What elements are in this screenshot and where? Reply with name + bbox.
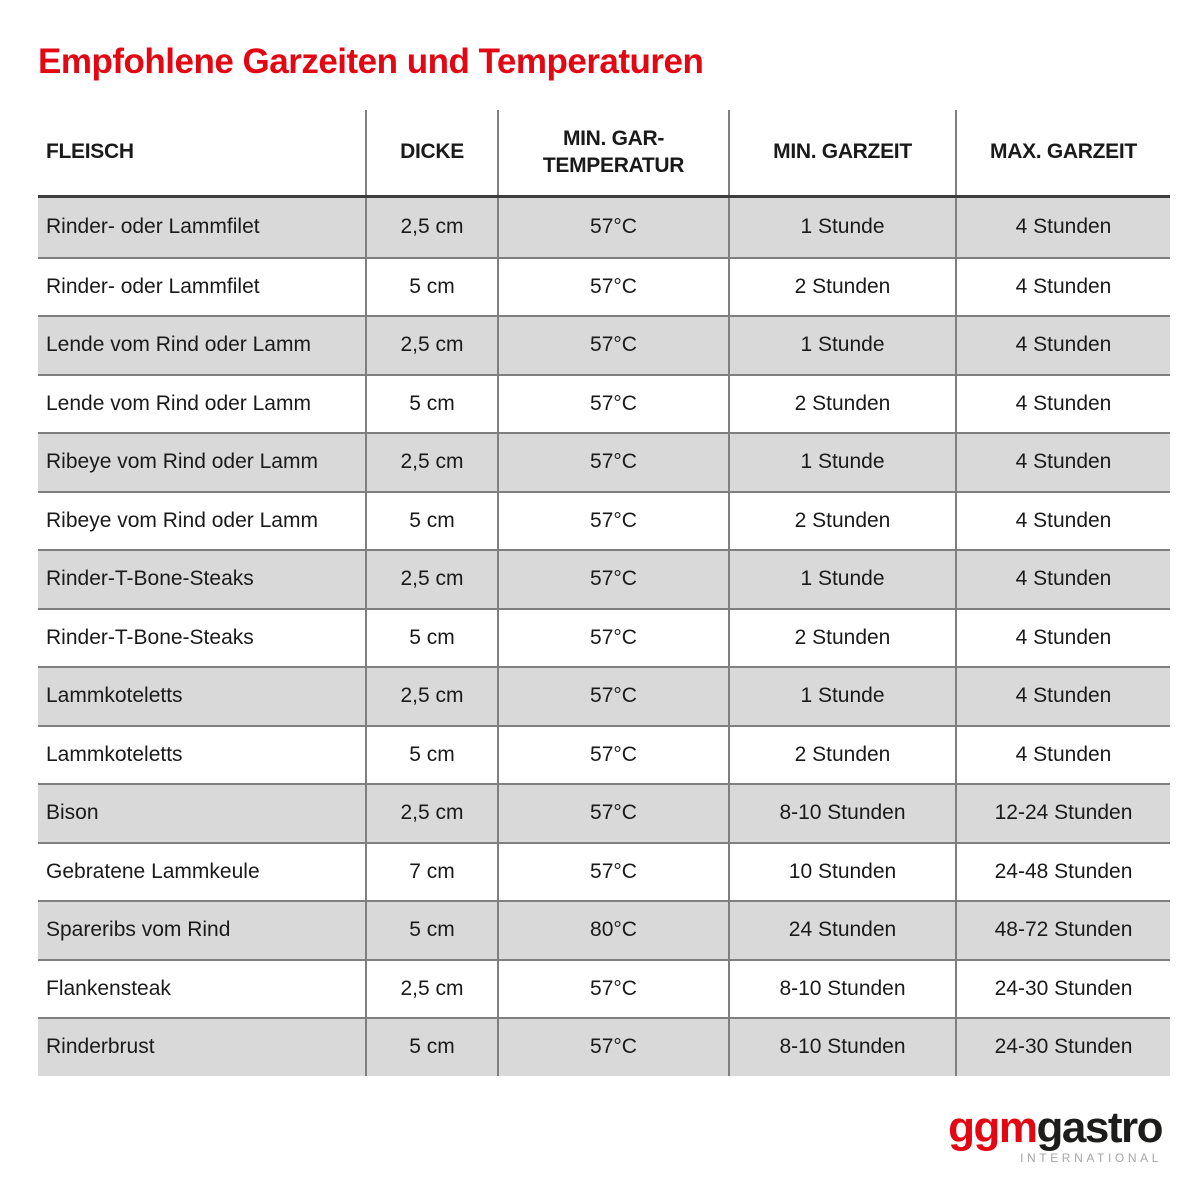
- logo-ggm: ggm: [948, 1103, 1037, 1152]
- max-time-cell: 4 Stunden: [955, 610, 1170, 667]
- thickness-cell: 5 cm: [365, 727, 497, 784]
- min-temperature-cell: 57°C: [497, 317, 728, 374]
- logo-gastro: gastro: [1036, 1103, 1162, 1152]
- column-header-min-gartemperatur: [497, 110, 728, 195]
- meat-cell: Lammkoteletts: [46, 742, 183, 766]
- max-time-cell: 4 Stunden: [955, 259, 1170, 316]
- min-time-cell: 8-10 Stunden: [728, 785, 955, 842]
- min-temperature-cell: 57°C: [497, 785, 728, 842]
- min-temperature-cell: 57°C: [497, 376, 728, 433]
- meat-cell: Ribeye vom Rind oder Lamm: [46, 450, 318, 474]
- min-time-cell: 8-10 Stunden: [728, 1019, 955, 1076]
- min-time-cell: 1 Stunde: [728, 317, 955, 374]
- min-temperature-cell: 80°C: [497, 902, 728, 959]
- thickness-cell: 5 cm: [365, 902, 497, 959]
- min-time-cell: 8-10 Stunden: [728, 961, 955, 1018]
- max-time-cell: 24-30 Stunden: [955, 961, 1170, 1018]
- table-row: [38, 198, 1170, 257]
- meat-cell: Bison: [46, 801, 99, 825]
- max-time-cell: 48-72 Stunden: [955, 902, 1170, 959]
- meat-cell: Gebratene Lammkeule: [46, 859, 260, 883]
- meat-cell: Lammkoteletts: [46, 684, 183, 708]
- thickness-cell: 5 cm: [365, 259, 497, 316]
- table-row: [38, 1017, 1170, 1076]
- min-time-cell: 2 Stunden: [728, 727, 955, 784]
- column-header-label: MAX. GARZEIT: [990, 140, 1137, 164]
- thickness-cell: 2,5 cm: [365, 551, 497, 608]
- min-temperature-cell: 57°C: [497, 434, 728, 491]
- cooking-times-table: [38, 110, 1170, 1076]
- min-time-cell: 2 Stunden: [728, 376, 955, 433]
- max-time-cell: 4 Stunden: [955, 198, 1170, 257]
- column-header-label: MIN. GAR-TEMPERATUR: [542, 127, 685, 177]
- thickness-cell: 2,5 cm: [365, 668, 497, 725]
- table-row: [38, 842, 1170, 901]
- thickness-cell: 2,5 cm: [365, 961, 497, 1018]
- brand-logo: [948, 1103, 1162, 1165]
- min-temperature-cell: 57°C: [497, 198, 728, 257]
- column-header-max-garzeit: [955, 110, 1170, 195]
- table-row: [38, 257, 1170, 316]
- thickness-cell: 7 cm: [365, 844, 497, 901]
- min-time-cell: 10 Stunden: [728, 844, 955, 901]
- thickness-cell: 2,5 cm: [365, 198, 497, 257]
- max-time-cell: 4 Stunden: [955, 376, 1170, 433]
- min-time-cell: 2 Stunden: [728, 259, 955, 316]
- thickness-cell: 2,5 cm: [365, 317, 497, 374]
- thickness-cell: 5 cm: [365, 1019, 497, 1076]
- meat-cell: Lende vom Rind oder Lamm: [46, 391, 311, 415]
- column-header-min-garzeit: [728, 110, 955, 195]
- meat-cell: Flankensteak: [46, 976, 171, 1000]
- table-header-row: [38, 110, 1170, 198]
- meat-cell: Rinderbrust: [46, 1035, 155, 1059]
- meat-cell: Rinder-T-Bone-Steaks: [46, 567, 254, 591]
- min-time-cell: 2 Stunden: [728, 493, 955, 550]
- min-temperature-cell: 57°C: [497, 551, 728, 608]
- min-temperature-cell: 57°C: [497, 961, 728, 1018]
- min-time-cell: 2 Stunden: [728, 610, 955, 667]
- max-time-cell: 4 Stunden: [955, 668, 1170, 725]
- table-row: [38, 666, 1170, 725]
- min-temperature-cell: 57°C: [497, 668, 728, 725]
- column-header-fleisch: [38, 110, 365, 195]
- column-header-label: MIN. GARZEIT: [773, 140, 912, 164]
- table-row: [38, 491, 1170, 550]
- table-body: [38, 198, 1170, 1076]
- table-row: [38, 783, 1170, 842]
- table-row: [38, 900, 1170, 959]
- meat-cell: Rinder- oder Lammfilet: [46, 215, 260, 239]
- min-temperature-cell: 57°C: [497, 610, 728, 667]
- table-row: [38, 608, 1170, 667]
- thickness-cell: 5 cm: [365, 610, 497, 667]
- table-row: [38, 315, 1170, 374]
- table-row: [38, 549, 1170, 608]
- meat-cell: Spareribs vom Rind: [46, 918, 231, 942]
- min-temperature-cell: 57°C: [497, 493, 728, 550]
- page-title: Empfohlene Garzeiten und Temperaturen: [38, 42, 704, 81]
- max-time-cell: 24-48 Stunden: [955, 844, 1170, 901]
- min-time-cell: 1 Stunde: [728, 198, 955, 257]
- min-time-cell: 1 Stunde: [728, 551, 955, 608]
- max-time-cell: 24-30 Stunden: [955, 1019, 1170, 1076]
- table-row: [38, 725, 1170, 784]
- meat-cell: Ribeye vom Rind oder Lamm: [46, 508, 318, 532]
- column-header-dicke: [365, 110, 497, 195]
- max-time-cell: 12-24 Stunden: [955, 785, 1170, 842]
- max-time-cell: 4 Stunden: [955, 551, 1170, 608]
- max-time-cell: 4 Stunden: [955, 493, 1170, 550]
- table-row: [38, 374, 1170, 433]
- min-temperature-cell: 57°C: [497, 259, 728, 316]
- column-header-label: DICKE: [400, 140, 464, 164]
- min-temperature-cell: 57°C: [497, 844, 728, 901]
- thickness-cell: 5 cm: [365, 376, 497, 433]
- min-temperature-cell: 57°C: [497, 727, 728, 784]
- max-time-cell: 4 Stunden: [955, 434, 1170, 491]
- meat-cell: Lende vom Rind oder Lamm: [46, 333, 311, 357]
- min-time-cell: 24 Stunden: [728, 902, 955, 959]
- meat-cell: Rinder-T-Bone-Steaks: [46, 625, 254, 649]
- logo-wordmark: [948, 1103, 1162, 1152]
- table-row: [38, 959, 1170, 1018]
- thickness-cell: 5 cm: [365, 493, 497, 550]
- table-row: [38, 432, 1170, 491]
- min-time-cell: 1 Stunde: [728, 434, 955, 491]
- min-temperature-cell: 57°C: [497, 1019, 728, 1076]
- column-header-label: FLEISCH: [46, 140, 134, 164]
- thickness-cell: 2,5 cm: [365, 434, 497, 491]
- max-time-cell: 4 Stunden: [955, 317, 1170, 374]
- max-time-cell: 4 Stunden: [955, 727, 1170, 784]
- min-time-cell: 1 Stunde: [728, 668, 955, 725]
- thickness-cell: 2,5 cm: [365, 785, 497, 842]
- logo-international-subtitle: INTERNATIONAL: [1020, 1151, 1162, 1165]
- meat-cell: Rinder- oder Lammfilet: [46, 274, 260, 298]
